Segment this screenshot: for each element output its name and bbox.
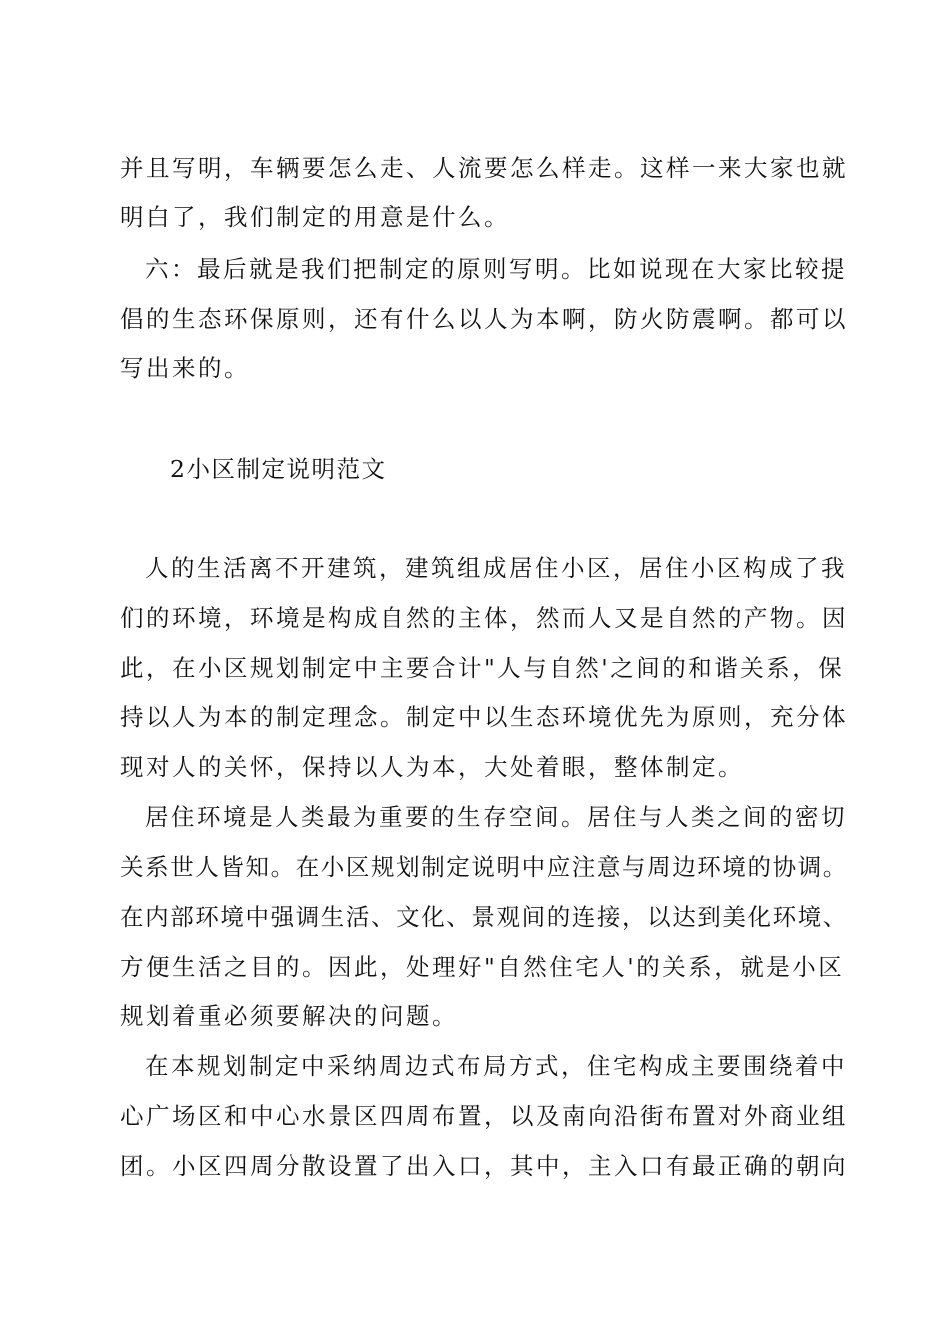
paragraph-line: 心广场区和中心水景区四周布置，以及南向沿街布置对外商业组 xyxy=(120,1102,848,1130)
paragraph-line: 倡的生态环保原则，还有什么以人为本啊，防火防震啊。都可以 xyxy=(120,305,848,333)
paragraph-line: 现对人的关怀，保持以人为本，大处着眼，整体制定。 xyxy=(120,753,744,781)
paragraph-line: 们的环境，环境是构成自然的主体，然而人又是自然的产物。因 xyxy=(120,604,848,632)
paragraph-line: 在内部环境中强调生活、文化、景观间的连接，以达到美化环境、 xyxy=(120,903,848,931)
paragraph-line: 方便生活之目的。因此，处理好"自然住宅人'的关系，就是小区 xyxy=(120,953,845,981)
paragraph-line: 居住环境是人类最为重要的生存空间。居住与人类之间的密切 xyxy=(145,803,847,831)
paragraph-line: 规划着重必须要解决的问题。 xyxy=(120,1002,458,1030)
paragraph-line: 团。小区四周分散设置了出入口，其中，主入口有最正确的朝向 xyxy=(120,1152,848,1180)
paragraph-line: 写出来的。 xyxy=(120,354,250,382)
paragraph-line: 关系世人皆知。在小区规划制定说明中应注意与周边环境的协调。 xyxy=(120,853,848,881)
paragraph-line: 持以人为本的制定理念。制定中以生态环境优先为原则，充分体 xyxy=(120,703,848,731)
section-heading: 2小区制定说明范文 xyxy=(170,455,387,483)
paragraph-line: 六：最后就是我们把制定的原则写明。比如说现在大家比较提 xyxy=(145,255,847,283)
paragraph-line: 在本规划制定中采纳周边式布局方式，住宅构成主要围绕着中 xyxy=(145,1052,847,1080)
paragraph-line: 并且写明，车辆要怎么走、人流要怎么样走。这样一来大家也就 xyxy=(120,154,848,182)
paragraph-line: 此，在小区规划制定中主要合计"人与自然'之间的和谐关系，保 xyxy=(120,654,845,682)
paragraph-line: 明白了，我们制定的用意是什么。 xyxy=(120,203,510,231)
paragraph-line: 人的生活离不开建筑，建筑组成居住小区，居住小区构成了我 xyxy=(145,554,847,582)
